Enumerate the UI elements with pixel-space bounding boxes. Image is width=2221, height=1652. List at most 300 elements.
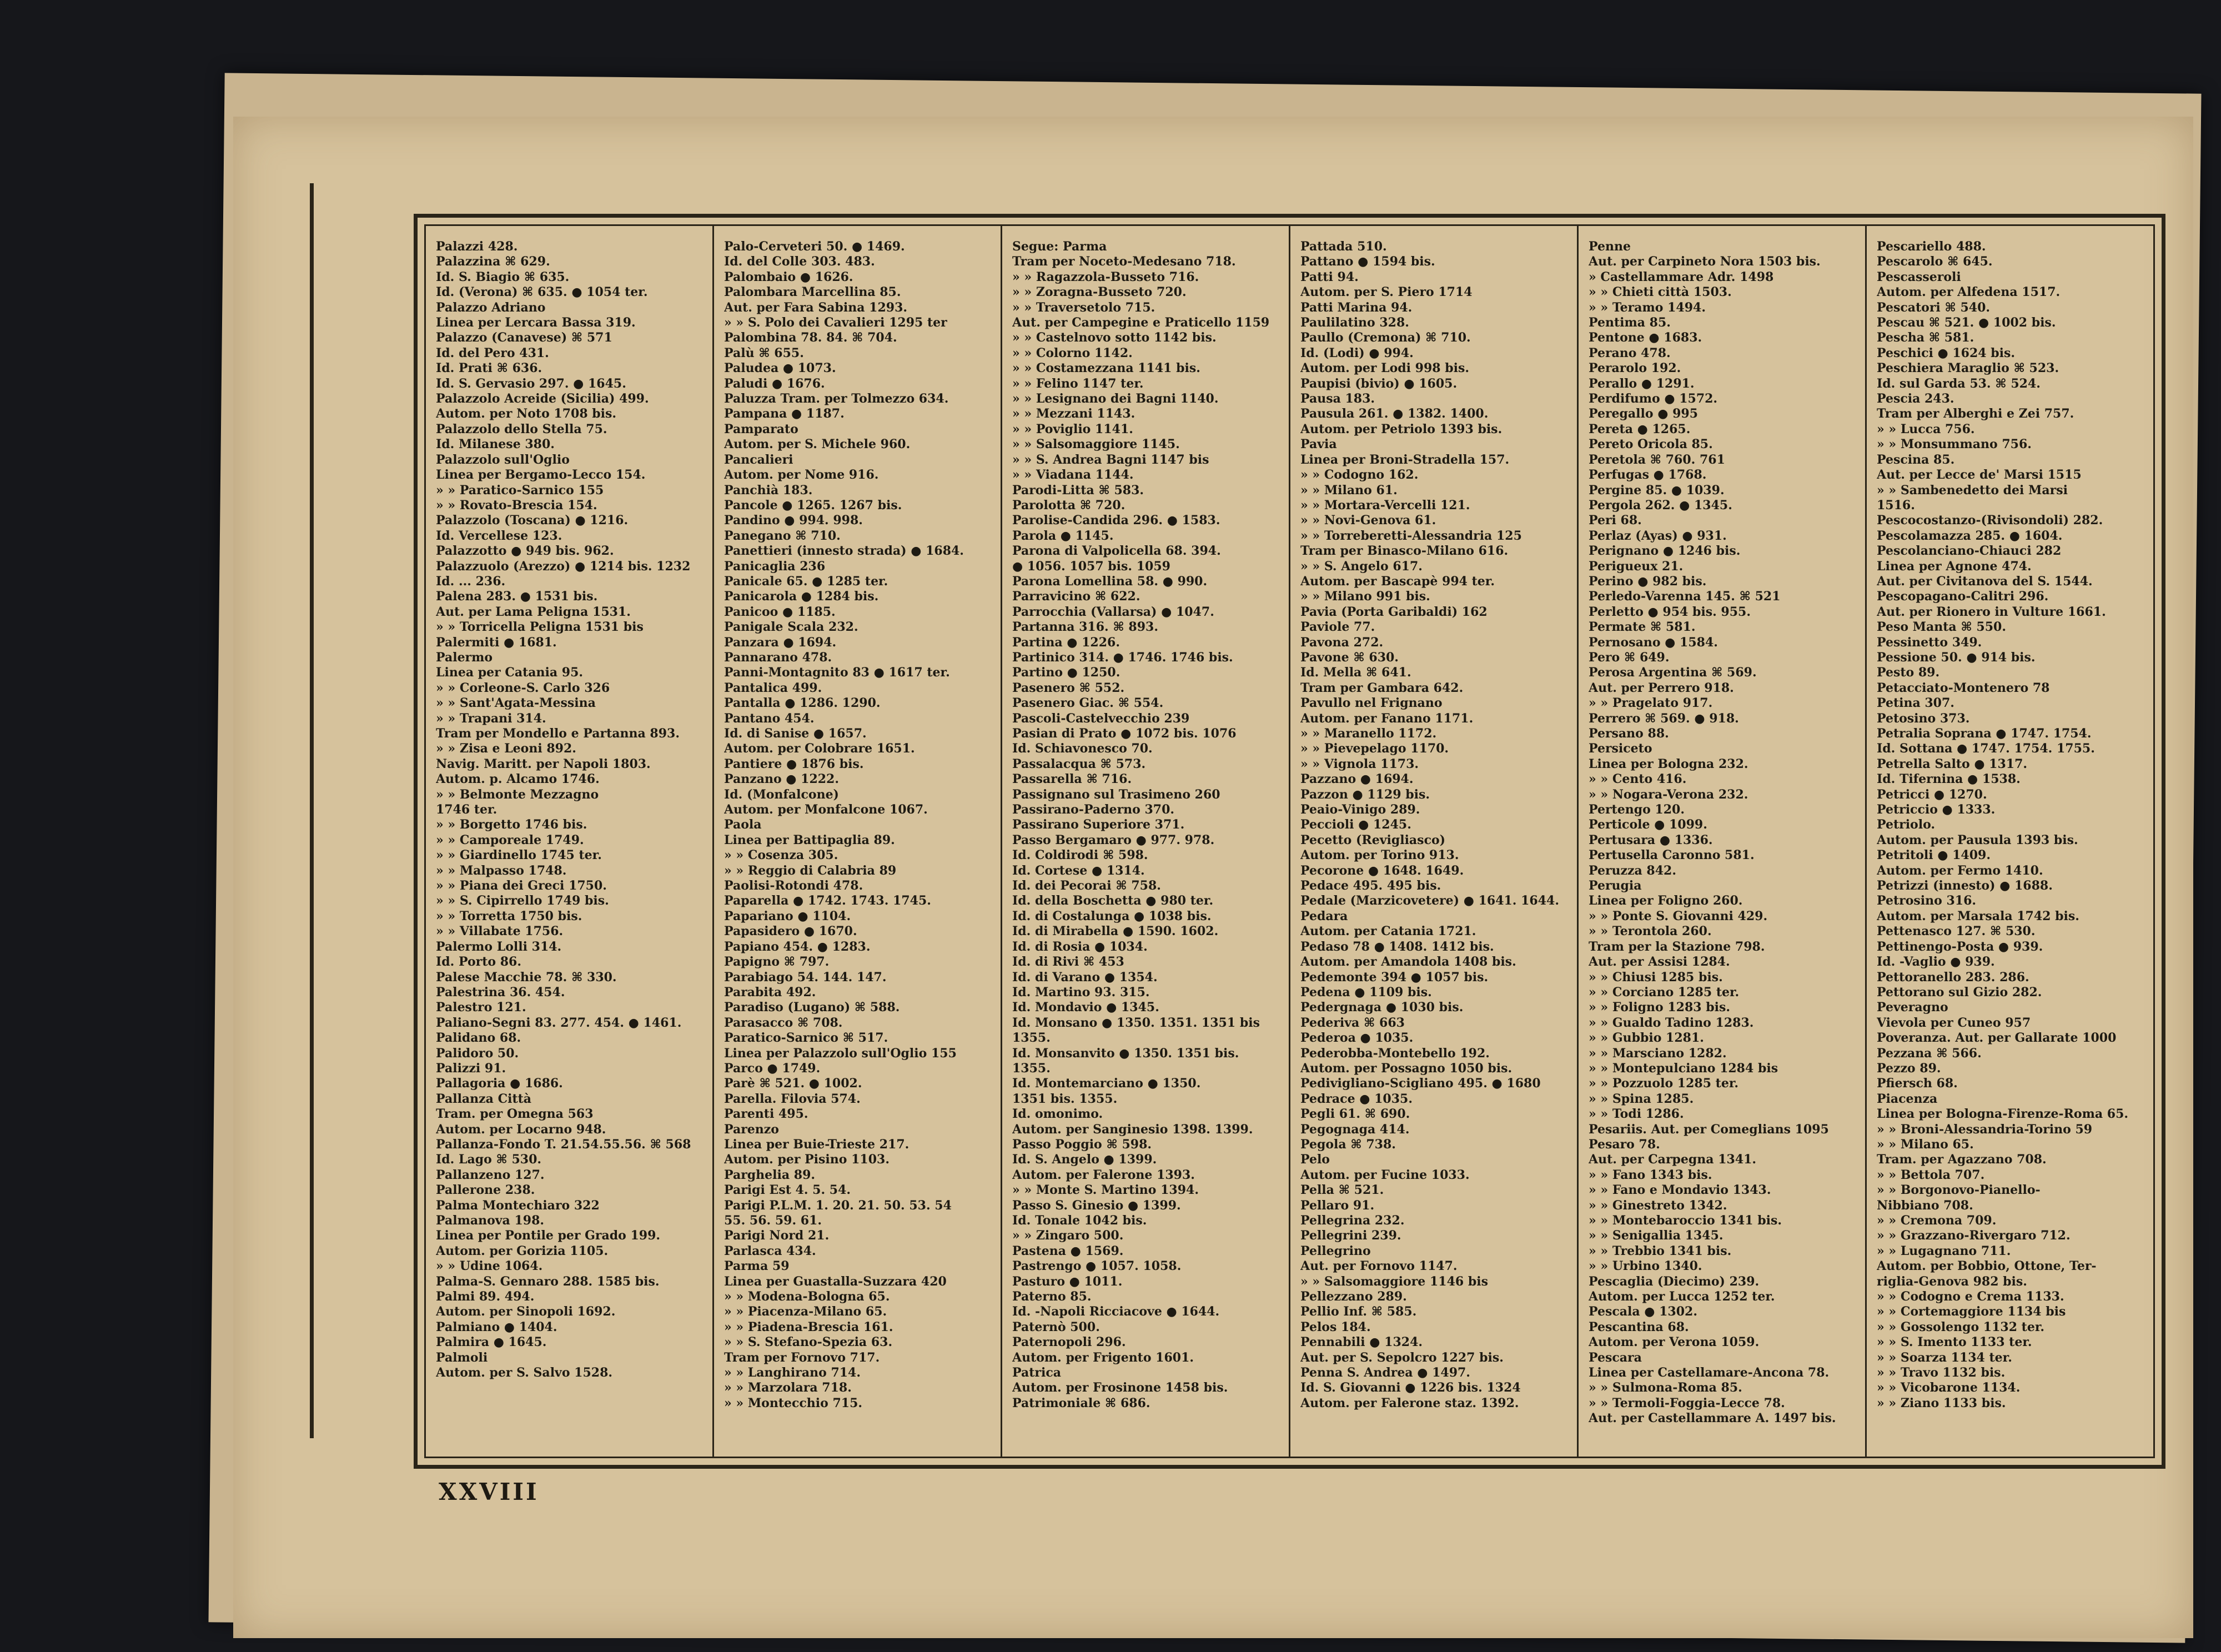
index-entry: » » Torricella Peligna 1531 bis	[436, 620, 644, 635]
index-entry: Pallanza Città	[436, 1091, 532, 1106]
index-entry: Petralia Soprana ● 1747. 1754.	[1877, 726, 2092, 741]
index-entry: Pegognaga 414.	[1300, 1122, 1410, 1137]
index-entry: Parravicino ⌘ 622.	[1012, 589, 1140, 604]
index-entry: Palazzuolo (Arezzo) ● 1214 bis. 1232	[436, 559, 691, 574]
index-entry: » » Malpasso 1748.	[436, 863, 567, 878]
index-entry: Pandino ● 994. 998.	[724, 513, 863, 528]
index-entry: » » Belmonte Mezzagno	[436, 787, 599, 802]
index-entry: Id. -Vaglio ● 939.	[1877, 955, 1995, 970]
index-entry: Palma-S. Gennaro 288. 1585 bis.	[436, 1274, 660, 1289]
index-entry: Parrocchia (Vallarsa) ● 1047.	[1012, 604, 1214, 619]
index-entry: Petrella Salto ● 1317.	[1877, 756, 2028, 771]
index-entry: Palermo	[436, 650, 493, 665]
index-entry: » » Torretta 1750 bis.	[436, 908, 582, 923]
index-entry: 55. 56. 59. 61.	[724, 1213, 822, 1228]
index-entry: » Castellammare Adr. 1498	[1589, 269, 1774, 284]
index-entry: » » Bettola 707.	[1877, 1167, 1985, 1182]
index-entry: Passo Bergamaro ● 977. 978.	[1012, 832, 1215, 847]
index-entry: Tram per Noceto-Medesano 718.	[1012, 254, 1236, 269]
index-entry: Pertengo 120.	[1589, 802, 1685, 817]
index-entry: Perletto ● 954 bis. 955.	[1589, 604, 1751, 619]
index-entry: Pedale (Marzicovetere) ● 1641. 1644.	[1300, 893, 1560, 908]
index-entry: Palazzi 428.	[436, 239, 518, 254]
index-entry: Pasenero Giac. ⌘ 554.	[1012, 696, 1164, 711]
column-2	[714, 226, 1002, 1457]
index-entry: Pescasseroli	[1877, 269, 1961, 284]
index-entry: Panettieri (innesto strada) ● 1684.	[724, 544, 964, 559]
index-entry: Pescara	[1589, 1350, 1642, 1365]
index-entry: Pavona 272.	[1300, 635, 1384, 650]
column-4	[1290, 226, 1579, 1457]
index-entry: » » Monte S. Martino 1394.	[1012, 1183, 1199, 1198]
index-entry: Paratico-Sarnico ⌘ 517.	[724, 1031, 888, 1046]
index-entry: Pausa 183.	[1300, 391, 1375, 406]
index-entry: Parabiago 54. 144. 147.	[724, 970, 887, 985]
index-entry: Tram. per Omegna 563	[436, 1107, 594, 1122]
index-entry: Palazzotto ● 949 bis. 962.	[436, 544, 614, 559]
index-entry: » » Borgonovo-Pianello-	[1877, 1183, 2041, 1198]
index-entry: Id. Monsano ● 1350. 1351. 1351 bis	[1012, 1015, 1260, 1030]
index-entry: Petricci ● 1270.	[1877, 787, 1987, 802]
index-entry: Tram. per Agazzano 708.	[1877, 1152, 2047, 1167]
index-entry: Id. di Sanise ● 1657.	[724, 726, 867, 741]
index-entry: Autom. per S. Salvo 1528.	[436, 1365, 613, 1380]
index-entry: Pavone ⌘ 630.	[1300, 650, 1399, 665]
index-entry: Peruzza 842.	[1589, 863, 1677, 878]
index-entry: 1355.	[1012, 1031, 1051, 1046]
index-entry: Palizzi 91.	[436, 1061, 506, 1076]
index-entry: Pennabili ● 1324.	[1300, 1335, 1423, 1350]
index-entry: Linea per Palazzolo sull'Oglio 155	[724, 1046, 957, 1061]
index-entry: Id. (Lodi) ● 994.	[1300, 345, 1414, 360]
index-entry: Id. (Verona) ⌘ 635. ● 1054 ter.	[436, 285, 648, 300]
index-entry: Pettoranello 283. 286.	[1877, 970, 2029, 985]
index-entry: Id. S. Biagio ⌘ 635.	[436, 269, 570, 284]
index-entry: » » Broni-Alessandria-Torino 59	[1877, 1122, 2093, 1137]
index-entry: Autom. per Lodi 998 bis.	[1300, 361, 1470, 376]
index-entry: » » Zoragna-Busseto 720.	[1012, 285, 1187, 300]
index-entry: Aut. per Carpegna 1341.	[1589, 1152, 1757, 1167]
index-entry: Petrizzi (innesto) ● 1688.	[1877, 878, 2053, 893]
index-entry: » » Modena-Bologna 65.	[724, 1289, 890, 1304]
index-entry: Pergola 262. ● 1345.	[1589, 498, 1732, 513]
index-entry: Paviole 77.	[1300, 620, 1375, 635]
index-entry: Peretola ⌘ 760. 761	[1589, 452, 1725, 467]
index-entry: Aut. per Perrero 918.	[1589, 680, 1734, 695]
index-entry: » » Camporeale 1749.	[436, 832, 584, 847]
index-entry: Aut. per S. Sepolcro 1227 bis.	[1300, 1350, 1504, 1365]
index-entry: Patrica	[1012, 1365, 1061, 1380]
index-entry: Id. dei Pecorai ⌘ 758.	[1012, 878, 1161, 893]
index-entry: Paternò 500.	[1012, 1319, 1100, 1334]
index-entry: Pedergnaga ● 1030 bis.	[1300, 1000, 1464, 1015]
index-entry: Pavia	[1300, 437, 1337, 452]
index-entry: » » Trapani 314.	[436, 711, 546, 726]
index-entry: Passo S. Ginesio ● 1399.	[1012, 1198, 1181, 1213]
index-entry: » » Gubbio 1281.	[1589, 1031, 1704, 1046]
index-entry: » » Gualdo Tadino 1283.	[1589, 1015, 1754, 1030]
index-entry: » » Foligno 1283 bis.	[1589, 1000, 1731, 1015]
index-entry: » » Paratico-Sarnico 155	[436, 483, 604, 498]
index-entry: Parenzo	[724, 1122, 779, 1137]
index-entry: Id. Mondavio ● 1345.	[1012, 1000, 1159, 1015]
index-entry: Id. S. Giovanni ● 1226 bis. 1324	[1300, 1380, 1521, 1395]
index-entry: Id. Prati ⌘ 636.	[436, 361, 542, 376]
index-entry: Segue: Parma	[1012, 239, 1107, 254]
index-entry: Autom. per Petriolo 1393 bis.	[1300, 421, 1503, 436]
index-entry: Aut. per Fornovo 1147.	[1300, 1259, 1458, 1274]
index-entry: Id. sul Garda 53. ⌘ 524.	[1877, 376, 2041, 391]
index-entry: » » Villabate 1756.	[436, 924, 564, 939]
index-entry: Pattano ● 1594 bis.	[1300, 254, 1435, 269]
index-entry: » » Codogno 162.	[1300, 468, 1419, 483]
index-entry: Pallerone 238.	[436, 1183, 535, 1198]
index-entry: Aut. per Fara Sabina 1293.	[724, 300, 908, 315]
index-entry: Parè ⌘ 521. ● 1002.	[724, 1076, 862, 1091]
index-entry: Linea per Battipaglia 89.	[724, 832, 895, 847]
index-entry: Pasturo ● 1011.	[1012, 1274, 1123, 1289]
index-entry: 1355.	[1012, 1061, 1051, 1076]
index-entry: » » Cosenza 305.	[724, 848, 838, 863]
index-entry: Pesariis. Aut. per Comeglians 1095	[1589, 1122, 1829, 1137]
index-entry: » » Gossolengo 1132 ter.	[1877, 1319, 2045, 1334]
index-entry: » » Montebaroccio 1341 bis.	[1589, 1213, 1782, 1228]
index-entry: Pesto 89.	[1877, 665, 1940, 680]
index-entry: Pecorone ● 1648. 1649.	[1300, 863, 1464, 878]
index-entry: Id. Martino 93. 315.	[1012, 985, 1150, 1000]
index-entry: Palombina 78. 84. ⌘ 704.	[724, 330, 897, 345]
index-entry: Parona Lomellina 58. ● 990.	[1012, 574, 1208, 589]
index-entry: Peaio-Vinigo 289.	[1300, 802, 1420, 817]
index-entry: Palombara Marcellina 85.	[724, 285, 901, 300]
index-entry: Autom. per Falerone staz. 1392.	[1300, 1395, 1519, 1410]
index-entry: » » Giardinello 1745 ter.	[436, 848, 602, 863]
index-entry: Piacenza	[1877, 1091, 1938, 1106]
index-entry: » » Codogno e Crema 1133.	[1877, 1289, 2064, 1304]
index-entry: » » S. Cipirrello 1749 bis.	[436, 893, 609, 908]
index-entry: Peschici ● 1624 bis.	[1877, 345, 2016, 360]
index-entry: Tram per Binasco-Milano 616.	[1300, 544, 1509, 559]
index-entry: » » Montecchio 715.	[724, 1395, 863, 1410]
index-entry: » » Sambenedetto dei Marsi	[1877, 483, 2068, 498]
index-entry: Paullo (Cremona) ⌘ 710.	[1300, 330, 1471, 345]
index-entry: Pescha ⌘ 581.	[1877, 330, 1974, 345]
index-entry: Id. di Rivi ⌘ 453	[1012, 955, 1124, 970]
index-entry: Parabita 492.	[724, 985, 816, 1000]
index-entry: Palazzo Adriano	[436, 300, 546, 315]
index-entry: Autom. per Possagno 1050 bis.	[1300, 1061, 1513, 1076]
index-entry: Pederoa ● 1035.	[1300, 1031, 1414, 1046]
index-entry: Parigi Est 4. 5. 54.	[724, 1183, 851, 1198]
index-entry: » » Pozzuolo 1285 ter.	[1589, 1076, 1739, 1091]
index-entry: Palermo Lolli 314.	[436, 939, 562, 954]
index-entry: » » Montepulciano 1284 bis	[1589, 1061, 1778, 1076]
index-entry: Petosino 373.	[1877, 711, 1970, 726]
index-entry: » » Todi 1286.	[1589, 1107, 1684, 1122]
column-container	[424, 224, 2155, 1458]
index-entry: Nibbiano 708.	[1877, 1198, 1973, 1213]
index-entry: » » Grazzano-Rivergaro 712.	[1877, 1228, 2071, 1243]
index-entry: 1746 ter.	[436, 802, 498, 817]
index-entry: Navig. Maritt. per Napoli 1803.	[436, 756, 651, 771]
index-entry: » » Milano 991 bis.	[1300, 589, 1430, 604]
index-entry: Penne	[1589, 239, 1631, 254]
index-entry: Panzano ● 1222.	[724, 772, 840, 787]
index-entry: Id. omonimo.	[1012, 1107, 1103, 1122]
index-entry: Tram per la Stazione 798.	[1589, 939, 1765, 954]
index-entry: Panicale 65. ● 1285 ter.	[724, 574, 888, 589]
index-entry: Aut. per Campegine e Praticello 1159	[1012, 315, 1270, 330]
index-entry: » » Reggio di Calabria 89	[724, 863, 897, 878]
index-entry: Linea per Broni-Stradella 157.	[1300, 452, 1510, 467]
index-entry: Papiano 454. ● 1283.	[724, 939, 871, 954]
index-entry: Panicarola ● 1284 bis.	[724, 589, 879, 604]
index-entry: 1516.	[1877, 498, 1915, 513]
index-entry: » » S. Stefano-Spezia 63.	[724, 1335, 893, 1350]
index-entry: » » Fano e Mondavio 1343.	[1589, 1183, 1771, 1198]
index-entry: Palmiano ● 1404.	[436, 1319, 557, 1334]
index-entry: Paludea ● 1073.	[724, 361, 836, 376]
index-entry: Pertusara ● 1336.	[1589, 832, 1713, 847]
index-entry: Partino ● 1250.	[1012, 665, 1120, 680]
index-entry: Parella. Filovia 574.	[724, 1091, 861, 1106]
index-entry: Peri 68.	[1589, 513, 1642, 528]
index-entry: Id. Tonale 1042 bis.	[1012, 1213, 1147, 1228]
index-entry: Autom. per Nome 916.	[724, 468, 879, 483]
index-entry: Patrimoniale ⌘ 686.	[1012, 1395, 1150, 1410]
index-entry: » » Ginestreto 1342.	[1589, 1198, 1727, 1213]
index-entry: » » Termoli-Foggia-Lecce 78.	[1589, 1395, 1785, 1410]
index-entry: Pereto Oricola 85.	[1589, 437, 1713, 452]
index-entry: » » Sant'Agata-Messina	[436, 696, 596, 711]
index-entry: Linea per Lercara Bassa 319.	[436, 315, 636, 330]
index-entry: Pancole ● 1265. 1267 bis.	[724, 498, 902, 513]
index-entry: » » Chiusi 1285 bis.	[1589, 970, 1723, 985]
index-entry: Id. Coldirodi ⌘ 598.	[1012, 848, 1148, 863]
column-6	[1867, 226, 2153, 1457]
index-entry: Id. Lago ⌘ 530.	[436, 1152, 542, 1167]
index-entry: » » Cremona 709.	[1877, 1213, 1997, 1228]
index-entry: » » S. Angelo 617.	[1300, 559, 1423, 574]
index-entry: Partanna 316. ⌘ 893.	[1012, 620, 1159, 635]
index-entry: 1351 bis. 1355.	[1012, 1091, 1118, 1106]
index-entry: Tram per Mondello e Partanna 893.	[436, 726, 680, 741]
page-number: XXVIII	[439, 1478, 539, 1505]
index-entry: Linea per Foligno 260.	[1589, 893, 1743, 908]
index-entry: Palermiti ● 1681.	[436, 635, 557, 650]
index-entry: » » Novi-Genova 61.	[1300, 513, 1436, 528]
index-entry: Parenti 495.	[724, 1107, 808, 1122]
index-entry: Petriolo.	[1877, 817, 1936, 832]
index-entry: Paupisi (bivio) ● 1605.	[1300, 376, 1458, 391]
index-entry: Tram per Fornovo 717.	[724, 1350, 880, 1365]
index-entry: Pereta ● 1265.	[1589, 421, 1691, 436]
index-entry: Paterno 85.	[1012, 1289, 1092, 1304]
index-entry: » » Piana dei Greci 1750.	[436, 878, 607, 893]
index-entry: Patti 94.	[1300, 269, 1359, 284]
index-entry: Autom. per Colobrare 1651.	[724, 741, 915, 756]
index-entry: Aut. per Carpineto Nora 1503 bis.	[1589, 254, 1821, 269]
index-entry: Autom. per Torino 913.	[1300, 848, 1459, 863]
index-entry: Pederiva ⌘ 663	[1300, 1015, 1405, 1030]
index-entry: » » Ponte S. Giovanni 429.	[1589, 908, 1768, 923]
index-entry: » » Teramo 1494.	[1589, 300, 1706, 315]
index-entry: Pellio Inf. ⌘ 585.	[1300, 1304, 1417, 1319]
index-entry: Perticole ● 1099.	[1589, 817, 1707, 832]
index-entry: Pescantina 68.	[1589, 1319, 1689, 1334]
index-entry: Pellegrina 232.	[1300, 1213, 1405, 1228]
index-entry: Pentone ● 1683.	[1589, 330, 1702, 345]
index-entry: Pallanza-Fondo T. 21.54.55.56. ⌘ 568	[436, 1137, 691, 1152]
index-entry: Perugia	[1589, 878, 1642, 893]
index-entry: » » Marzolara 718.	[724, 1380, 852, 1395]
index-entry: » » Monsummano 756.	[1877, 437, 2032, 452]
index-entry: Parlasca 434.	[724, 1243, 816, 1258]
index-entry: Pellaro 91.	[1300, 1198, 1375, 1213]
index-entry: Passirano Superiore 371.	[1012, 817, 1185, 832]
index-entry: Parco ● 1749.	[724, 1061, 821, 1076]
index-entry: Panzara ● 1694.	[724, 635, 837, 650]
index-entry: Pazzon ● 1129 bis.	[1300, 787, 1430, 802]
index-entry: Parasacco ⌘ 708.	[724, 1015, 843, 1030]
index-entry: Pedace 495. 495 bis.	[1300, 878, 1441, 893]
index-entry: Pamparato	[724, 421, 798, 436]
index-entry: Aut. per Assisi 1284.	[1589, 955, 1730, 970]
index-entry: Parolise-Candida 296. ● 1583.	[1012, 513, 1220, 528]
index-entry: Parodi-Litta ⌘ 583.	[1012, 483, 1144, 498]
index-entry: Palazzolo dello Stella 75.	[436, 421, 607, 436]
index-entry: Autom. per Catania 1721.	[1300, 924, 1476, 939]
index-entry: Pascoli-Castelvecchio 239	[1012, 711, 1190, 726]
index-entry: Autom. per S. Piero 1714	[1300, 285, 1473, 300]
index-entry: Id. Mella ⌘ 641.	[1300, 665, 1411, 680]
index-entry: » » Fano 1343 bis.	[1589, 1167, 1712, 1182]
index-entry: » » S. Imento 1133 ter.	[1877, 1335, 2032, 1350]
index-entry: Linea per Agnone 474.	[1877, 559, 2032, 574]
index-entry: » » Cento 416.	[1589, 772, 1687, 787]
index-entry: Pescocostanzo-(Rivisondoli) 282.	[1877, 513, 2103, 528]
index-entry: Parolotta ⌘ 720.	[1012, 498, 1125, 513]
index-entry: » » S. Andrea Bagni 1147 bis	[1012, 452, 1209, 467]
index-entry: Pescina 85.	[1877, 452, 1955, 467]
index-entry: Palena 283. ● 1531 bis.	[436, 589, 598, 604]
index-entry: Autom. per Noto 1708 bis.	[436, 406, 617, 421]
index-entry: » » Viadana 1144.	[1012, 468, 1134, 483]
index-entry: Palombaio ● 1626.	[724, 269, 853, 284]
index-entry: ● 1056. 1057 bis. 1059	[1012, 559, 1170, 574]
index-entry: Peregallo ● 995	[1589, 406, 1699, 421]
index-entry: Pescia 243.	[1877, 391, 1954, 406]
index-entry: Pettinengo-Posta ● 939.	[1877, 939, 2043, 954]
index-entry: Autom. per Monfalcone 1067.	[724, 802, 928, 817]
index-entry: Perallo ● 1291.	[1589, 376, 1695, 391]
index-entry: » » Zisa e Leoni 892.	[436, 741, 576, 756]
index-entry: Persiceto	[1589, 741, 1652, 756]
index-entry: Pescolanciano-Chiauci 282	[1877, 544, 2062, 559]
index-entry: Perino ● 982 bis.	[1589, 574, 1707, 589]
index-entry: Perarolo 192.	[1589, 361, 1681, 376]
index-entry: Palazzolo Acreide (Sicilia) 499.	[436, 391, 649, 406]
index-entry: Palidano 68.	[436, 1031, 521, 1046]
index-entry: Palazzolo sull'Oglio	[436, 452, 570, 467]
index-entry: Palazzo (Canavese) ⌘ 571	[436, 330, 612, 345]
index-entry: Parola ● 1145.	[1012, 528, 1114, 543]
index-entry: Perignano ● 1246 bis.	[1589, 544, 1741, 559]
index-entry: Linea per Bologna 232.	[1589, 756, 1748, 771]
index-entry: Id. della Boschetta ● 980 ter.	[1012, 893, 1214, 908]
index-entry: Autom. per Locarno 948.	[436, 1122, 606, 1137]
index-entry: Pescaglia (Diecimo) 239.	[1589, 1274, 1760, 1289]
index-entry: Autom. per Amandola 1408 bis.	[1300, 955, 1516, 970]
index-entry: Partina ● 1226.	[1012, 635, 1120, 650]
index-entry: Petrosino 316.	[1877, 893, 1977, 908]
index-entry: Pantano 454.	[724, 711, 815, 726]
index-entry: » » Salsomaggiore 1145.	[1012, 437, 1180, 452]
index-entry: Id. S. Gervasio 297. ● 1645.	[436, 376, 626, 391]
index-entry: Perfugas ● 1768.	[1589, 468, 1707, 483]
index-entry: Id. Porto 86.	[436, 955, 521, 970]
index-entry: Autom. per Bascapè 994 ter.	[1300, 574, 1495, 589]
index-entry: » » Colorno 1142.	[1012, 345, 1133, 360]
index-entry: Pedrace ● 1035.	[1300, 1091, 1413, 1106]
index-entry: Passarella ⌘ 716.	[1012, 772, 1132, 787]
index-entry: Palmi 89. 494.	[436, 1289, 535, 1304]
index-entry: » » Lesignano dei Bagni 1140.	[1012, 391, 1219, 406]
index-entry: Pedemonte 394 ● 1057 bis.	[1300, 970, 1489, 985]
index-entry: Palù ⌘ 655.	[724, 345, 804, 360]
index-entry: » » Udine 1064.	[436, 1259, 543, 1274]
index-entry: Parma 59	[724, 1259, 790, 1274]
index-entry: Pantalla ● 1286. 1290.	[724, 696, 881, 711]
index-entry: Pescariello 488.	[1877, 239, 1986, 254]
index-entry: Id. di Varano ● 1354.	[1012, 970, 1158, 985]
index-entry: Paternopoli 296.	[1012, 1335, 1126, 1350]
index-entry: Id. Monsanvito ● 1350. 1351 bis.	[1012, 1046, 1239, 1061]
index-entry: Pellegrini 239.	[1300, 1228, 1401, 1243]
index-entry: Autom. p. Alcamo 1746.	[436, 772, 600, 787]
index-entry: Autom. per Sinopoli 1692.	[436, 1304, 616, 1319]
index-entry: Persano 88.	[1589, 726, 1669, 741]
index-entry: Perdifumo ● 1572.	[1589, 391, 1718, 406]
index-entry: Pessinetto 349.	[1877, 635, 1982, 650]
index-entry: Linea per Bologna-Firenze-Roma 65.	[1877, 1107, 2129, 1122]
index-entry: Autom. per S. Michele 960.	[724, 437, 911, 452]
index-entry: » » Salsomaggiore 1146 bis	[1300, 1274, 1488, 1289]
index-entry: Palmanova 198.	[436, 1213, 545, 1228]
index-entry: Pattada 510.	[1300, 239, 1387, 254]
index-entry: Palestrina 36. 454.	[436, 985, 565, 1000]
index-entry: Pesaro 78.	[1589, 1137, 1660, 1152]
index-entry: Id. Tifernina ● 1538.	[1877, 772, 2021, 787]
index-entry: Pallagoria ● 1686.	[436, 1076, 563, 1091]
index-entry: Paolisi-Rotondi 478.	[724, 878, 863, 893]
index-entry: » » Ragazzola-Busseto 716.	[1012, 269, 1199, 284]
index-entry: Pantiere ● 1876 bis.	[724, 756, 864, 771]
index-entry: Id. Vercellese 123.	[436, 528, 562, 543]
index-entry: Autom. per Verona 1059.	[1589, 1335, 1760, 1350]
index-entry: Pavullo nel Frignano	[1300, 696, 1443, 711]
index-entry: Pescau ⌘ 521. ● 1002 bis.	[1877, 315, 2056, 330]
index-entry: » » Corciano 1285 ter.	[1589, 985, 1740, 1000]
index-entry: Perrero ⌘ 569. ● 918.	[1589, 711, 1739, 726]
index-entry: » » Traversetolo 715.	[1012, 300, 1155, 315]
index-entry: » » Cortemaggiore 1134 bis	[1877, 1304, 2066, 1319]
index-entry: Tram per Gambara 642.	[1300, 680, 1464, 695]
index-entry: Paulilatino 328.	[1300, 315, 1409, 330]
index-entry: Autom. per Pausula 1393 bis.	[1877, 832, 2078, 847]
index-entry: Passo Poggio ⌘ 598.	[1012, 1137, 1152, 1152]
index-entry: Pausula 261. ● 1382. 1400.	[1300, 406, 1489, 421]
